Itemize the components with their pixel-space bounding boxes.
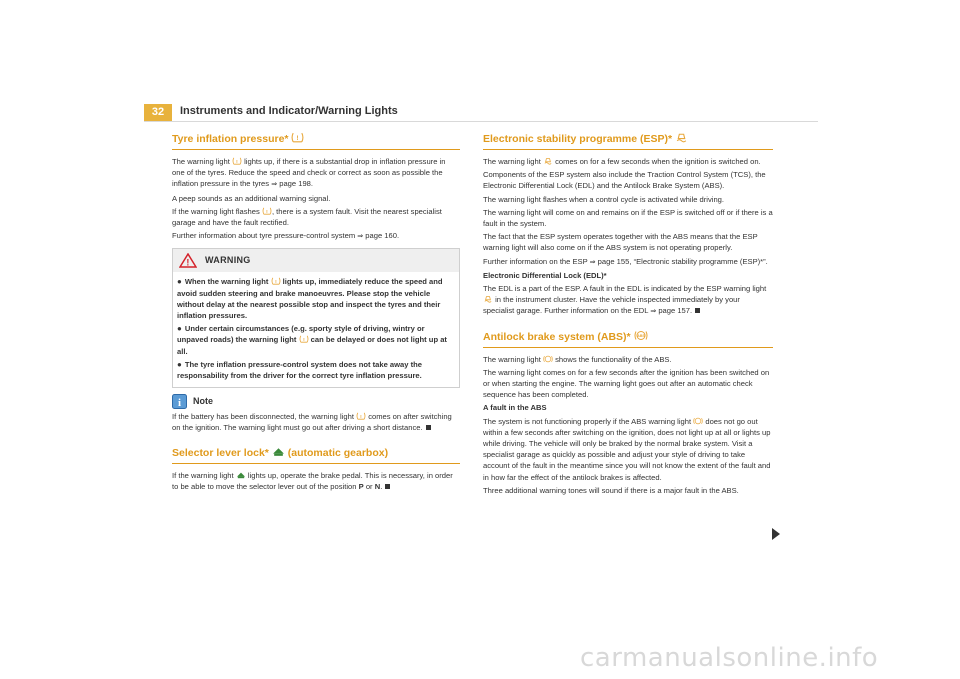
section-heading-esp: Electronic stability programme (ESP)* bbox=[483, 132, 773, 150]
header-divider bbox=[144, 121, 818, 122]
paragraph: If the battery has been disconnected, the warning light ! comes on after switching on the ignition. The warning light must go out after driving a short distance. bbox=[172, 412, 452, 433]
paragraph: The EDL is a part of the ESP. A fault in the EDL is indicated by the ESP warning light in the instrument cluster. Have the vehicle inspected immediately by your specialist garage. Further information on the EDL ⇒ page 157. bbox=[483, 284, 767, 316]
note-title: Note bbox=[193, 396, 213, 407]
warning-title: WARNING bbox=[205, 255, 251, 266]
paragraph: Components of the ESP system also include the Traction Control System (TCS), the Electronic Differential Lock (EDL) and the Antilock Brake System (ABS). bbox=[483, 170, 766, 191]
svg-text:ABS: ABS bbox=[636, 333, 645, 338]
tyre-pressure-icon bbox=[299, 335, 309, 343]
warning-header bbox=[173, 249, 459, 272]
note-icon bbox=[172, 394, 187, 409]
page-number-badge: 32 bbox=[144, 104, 172, 121]
abs-icon bbox=[693, 417, 703, 425]
warning-box bbox=[172, 248, 460, 388]
tyre-pressure-icon bbox=[291, 132, 304, 143]
page-reference-link[interactable]: page 155, “Electronic stability programme (ESP)*”. bbox=[597, 256, 768, 266]
section-heading-tyre: Tyre inflation pressure* ! bbox=[172, 132, 460, 150]
abs-icon bbox=[543, 355, 553, 363]
next-page-arrow-icon[interactable] bbox=[772, 528, 780, 540]
paragraph: The warning light flashes when a control cycle is activated while driving. bbox=[483, 194, 725, 204]
page-reference-link[interactable]: page 160. bbox=[365, 231, 400, 241]
paragraph: If the warning light lights up, operate the brake pedal. This is necessary, in order to be able to move the selector lever out of the position P or N. bbox=[172, 470, 453, 491]
paragraph: The system is not functioning properly if the ABS warning light does not go out within a few seconds after switching on the ignition, does not light up at all or lights up while driving. The vehicle will only be braked by the normal brake system. Visit a specialist garage as quickly as possible and adjust your style of driving to take account of the fault in the meantime since you will not know the extent of the fault and in how far the effect of the antilock brakes is affected. bbox=[483, 416, 771, 482]
tyre-pressure-icon bbox=[232, 157, 242, 165]
esp-car-icon bbox=[543, 157, 553, 165]
tyre-pressure-icon bbox=[271, 277, 281, 285]
section-heading-abs: Antilock brake system (ABS)* ABS bbox=[483, 330, 773, 348]
svg-text:!: ! bbox=[296, 135, 300, 143]
chapter-title: Instruments and Indicator/Warning Lights bbox=[180, 105, 398, 117]
warning-item: ● Under certain circumstances (e.g. sporty style of driving, wintry or unpaved roads) the warning light ! can be delayed or does not light up at all. bbox=[177, 324, 447, 356]
page-reference-link[interactable]: page 157. bbox=[658, 306, 693, 316]
section-end-mark bbox=[695, 308, 700, 313]
tyre-pressure-icon bbox=[262, 207, 272, 215]
paragraph: The warning light ! lights up, if there is a substantial drop in inflation pressure in one of the tyres. Reduce the speed and check or correct as soon as possible the inflation pressure in the tyres ⇒ page 198. bbox=[172, 157, 446, 189]
svg-text:!: ! bbox=[302, 338, 305, 344]
svg-text:!: ! bbox=[360, 415, 362, 421]
subheading-edl: Electronic Differential Lock (EDL)* bbox=[483, 270, 607, 280]
esp-car-icon bbox=[483, 295, 493, 303]
abs-icon bbox=[634, 330, 648, 341]
paragraph: Further information about tyre pressure-control system ⇒ page 160. bbox=[172, 231, 400, 241]
section-heading-selector: Selector lever lock* (automatic gearbox) bbox=[172, 446, 460, 464]
svg-text:!: ! bbox=[186, 257, 190, 268]
paragraph: Three additional warning tones will sound if there is a major fault in the ABS. bbox=[483, 485, 739, 495]
warning-triangle-icon bbox=[179, 253, 197, 268]
section-end-mark bbox=[385, 484, 390, 489]
note-header bbox=[172, 394, 460, 409]
warning-item: ● When the warning light ! lights up, immediately reduce the speed and avoid sudden steering and brake manoeuvres. Please stop the vehicle without delay at the nearest possible stop and inspect the tyres and their inflation pressures. bbox=[177, 277, 443, 321]
paragraph: The fact that the ESP system operates together with the ABS means that the ESP warning light will also come on if the ABS system is not operating properly. bbox=[483, 232, 758, 253]
brake-pedal-icon bbox=[236, 471, 246, 479]
svg-text:i: i bbox=[177, 397, 182, 410]
warning-item: ● The tyre inflation pressure-control system does not take away the responsability from the driver for the correct tyre inflation pressure. bbox=[177, 359, 423, 381]
esp-car-icon bbox=[675, 132, 688, 143]
svg-text:!: ! bbox=[274, 280, 277, 286]
paragraph: The warning light comes on for a few seconds when the ignition is switched on. bbox=[483, 157, 761, 166]
tyre-pressure-icon bbox=[356, 412, 366, 420]
svg-text:!: ! bbox=[236, 160, 238, 165]
page-reference-link[interactable]: page 198. bbox=[279, 179, 314, 189]
right-column bbox=[483, 132, 773, 498]
watermark: carmanualsonline.info bbox=[580, 643, 879, 673]
subheading-abs-fault: A fault in the ABS bbox=[483, 403, 547, 413]
paragraph: A peep sounds as an additional warning signal. bbox=[172, 193, 331, 203]
left-column bbox=[172, 132, 460, 494]
paragraph: The warning light comes on for a few seconds after the ignition has been switched on or when starting the engine. The warning light goes out after an automatic check sequence has been completed. bbox=[483, 367, 770, 400]
svg-text:!: ! bbox=[266, 209, 268, 215]
paragraph: Further information on the ESP ⇒ page 155, “Electronic stability programme (ESP)*”. bbox=[483, 256, 768, 266]
brake-pedal-icon bbox=[272, 446, 285, 457]
paragraph: The warning light will come on and remains on if the ESP is switched off or if there is a fault in the system. bbox=[483, 207, 773, 229]
section-end-mark bbox=[426, 425, 431, 430]
paragraph: The warning light shows the functionality of the ABS. bbox=[483, 354, 672, 364]
paragraph: If the warning light flashes ! , there is a system fault. Visit the nearest specialist garage and have the fault rectified. bbox=[172, 206, 442, 228]
